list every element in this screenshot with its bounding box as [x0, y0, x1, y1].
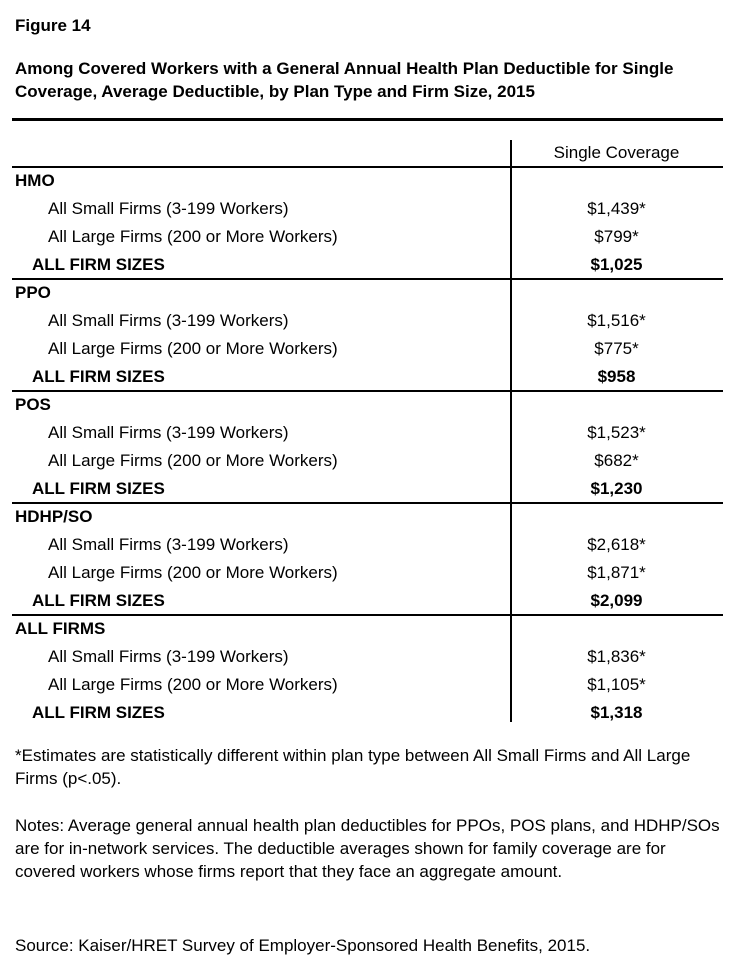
total-row [12, 587, 723, 615]
table-row [12, 335, 723, 363]
row-value: $799* [594, 227, 639, 246]
source: Source: Kaiser/HRET Survey of Employer-Sponsored Health Benefits, 2015. [15, 936, 591, 955]
row-label: All Small Firms (3-199 Workers) [48, 535, 289, 554]
total-value: $2,099 [590, 591, 643, 610]
total-row [12, 475, 723, 503]
table-row [12, 223, 723, 251]
total-row [12, 363, 723, 391]
row-label: All Small Firms (3-199 Workers) [48, 647, 289, 666]
group-label: HDHP/SO [15, 507, 93, 526]
row-value: $682* [594, 451, 639, 470]
table-row [12, 559, 723, 587]
row-label: All Large Firms (200 or More Workers) [48, 675, 338, 694]
notes: Notes: Average general annual health plan deductibles for PPOs, POS plans, and HDHP/SOs are for in-network services. The deductible averages shown for family coverage are for covered workers whose firms report that they face an aggregate amount. [15, 816, 720, 881]
table-row [12, 447, 723, 475]
total-value: $1,230 [590, 479, 643, 498]
group-row-pos [12, 391, 723, 419]
total-label: ALL FIRM SIZES [32, 591, 165, 610]
row-label: All Small Firms (3-199 Workers) [48, 199, 289, 218]
row-value: $1,516* [587, 311, 646, 330]
total-row [12, 699, 723, 727]
table-row [12, 195, 723, 223]
total-label: ALL FIRM SIZES [32, 367, 165, 386]
row-value: $1,836* [587, 647, 646, 666]
group-row-all-firms [12, 615, 723, 643]
total-label: ALL FIRM SIZES [32, 479, 165, 498]
row-label: All Large Firms (200 or More Workers) [48, 563, 338, 582]
table-row [12, 419, 723, 447]
row-label: All Small Firms (3-199 Workers) [48, 423, 289, 442]
figure-title: Among Covered Workers with a General Annual Health Plan Deductible for Single Coverage, Average Deductible, by Plan Type and Firm Size, 2015 [15, 59, 674, 101]
row-value: $1,105* [587, 675, 646, 694]
row-label: All Small Firms (3-199 Workers) [48, 311, 289, 330]
row-value: $1,523* [587, 423, 646, 442]
total-label: ALL FIRM SIZES [32, 703, 165, 722]
table-row [12, 307, 723, 335]
footnote: *Estimates are statistically different within plan type between All Small Firms and All Large Firms (p<.05). [15, 746, 691, 788]
group-label: ALL FIRMS [15, 619, 106, 638]
table-row [12, 531, 723, 559]
row-label: All Large Firms (200 or More Workers) [48, 227, 338, 246]
group-label: HMO [15, 171, 55, 190]
row-label: All Large Firms (200 or More Workers) [48, 451, 338, 470]
title-rule [12, 118, 723, 121]
row-label: All Large Firms (200 or More Workers) [48, 339, 338, 358]
row-value: $1,439* [587, 199, 646, 218]
table-row [12, 671, 723, 699]
group-label: POS [15, 395, 51, 414]
row-value: $775* [594, 339, 639, 358]
total-label: ALL FIRM SIZES [32, 255, 165, 274]
total-value: $958 [597, 367, 636, 386]
row-value: $2,618* [587, 535, 646, 554]
group-row-hmo [12, 167, 723, 195]
total-row [12, 251, 723, 279]
total-value: $1,025 [590, 255, 643, 274]
row-value: $1,871* [587, 563, 646, 582]
group-row-hdhp-so [12, 503, 723, 531]
group-row-ppo [12, 279, 723, 307]
column-header-single-coverage: Single Coverage [553, 143, 680, 162]
total-value: $1,318 [590, 703, 643, 722]
group-label: PPO [15, 283, 51, 302]
figure-label: Figure 14 [15, 16, 91, 35]
table-row [12, 643, 723, 671]
